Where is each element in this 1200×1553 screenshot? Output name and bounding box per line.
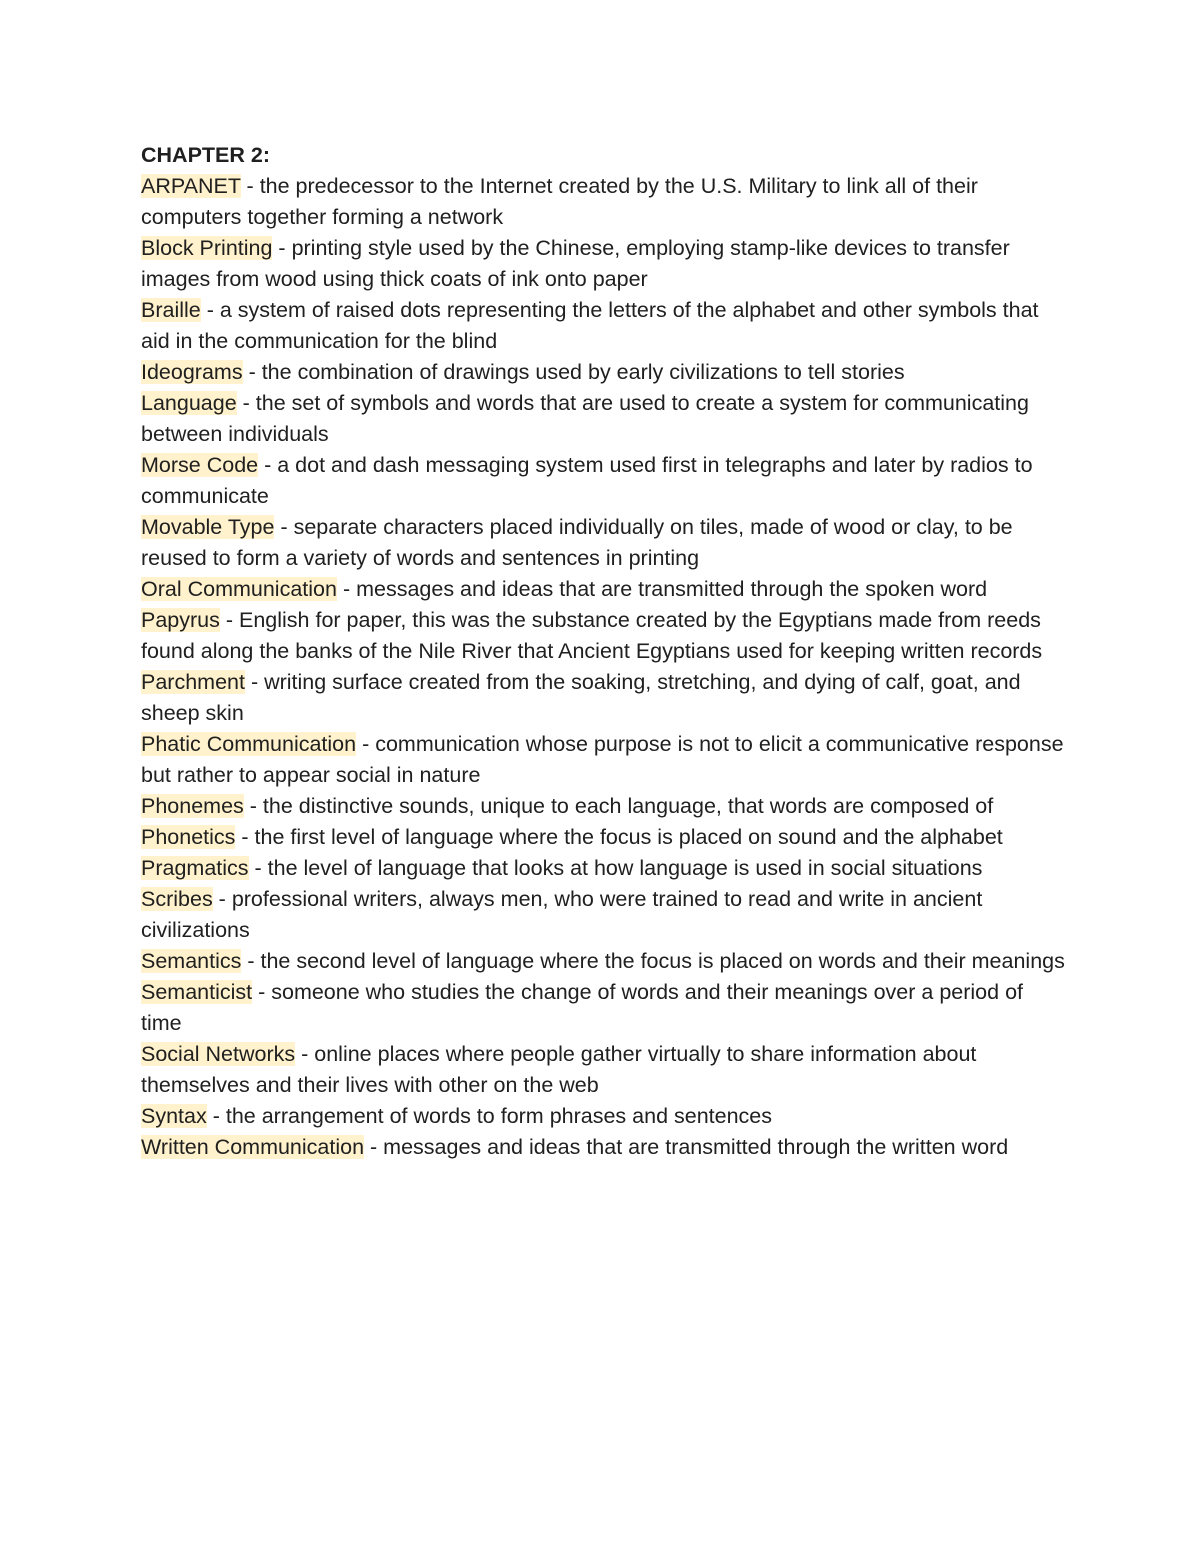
glossary-definition: a system of raised dots representing the letters of the alphabet and other symbols that aid in the communication for the blind	[141, 298, 1039, 353]
glossary-definition: English for paper, this was the substance created by the Egyptians made from reeds found along the banks of the Nile River that Ancient Egyptians used for keeping written records	[141, 608, 1043, 663]
glossary-term: Oral Communication	[141, 577, 337, 601]
term-separator: -	[336, 577, 357, 601]
glossary-definition: the distinctive sounds, unique to each language, that words are composed of	[262, 794, 994, 818]
glossary-term: Papyrus	[141, 608, 220, 632]
glossary-definition: the arrangement of words to form phrases and sentences	[225, 1104, 773, 1128]
glossary-term: Movable Type	[141, 515, 275, 539]
glossary-definition: printing style used by the Chinese, employing stamp-like devices to transfer images from wood using thick coats of ink onto paper	[141, 236, 1010, 291]
term-separator: -	[219, 608, 239, 632]
glossary-definition: the second level of language where the focus is placed on words and their meanings	[260, 949, 1065, 973]
term-separator: -	[244, 670, 265, 694]
glossary-term: Braille	[141, 298, 201, 322]
glossary-entry	[141, 388, 1066, 450]
glossary-term: Syntax	[141, 1104, 207, 1128]
term-separator: -	[242, 360, 262, 384]
glossary-definition: the first level of language where the focus is placed on sound and the alphabet	[254, 825, 1003, 849]
term-separator: -	[248, 856, 268, 880]
glossary-term: Semanticist	[141, 980, 253, 1004]
glossary-term: Parchment	[141, 670, 245, 694]
glossary-definition: messages and ideas that are transmitted through the spoken word	[356, 577, 988, 601]
glossary-entry	[141, 822, 1066, 853]
glossary-entry	[141, 295, 1066, 357]
glossary-term: Written Communication	[141, 1135, 365, 1159]
term-separator: -	[241, 949, 261, 973]
glossary-term: Morse Code	[141, 453, 259, 477]
term-separator: -	[258, 453, 278, 477]
glossary-definition: someone who studies the change of words and their meanings over a period of time	[141, 980, 1023, 1035]
glossary-definition: communication whose purpose is not to elicit a communicative response but rather to appear social in nature	[141, 732, 1064, 787]
glossary-entry	[141, 791, 1066, 822]
glossary-definition: the level of language that looks at how language is used in social situations	[267, 856, 983, 880]
glossary-entry	[141, 1101, 1066, 1132]
term-separator: -	[212, 887, 232, 911]
glossary-entry	[141, 853, 1066, 884]
glossary-entry	[141, 605, 1066, 667]
glossary-entry	[141, 977, 1066, 1039]
term-separator: -	[235, 825, 255, 849]
glossary-definition: the set of symbols and words that are used to create a system for communicating between individuals	[141, 391, 1029, 446]
glossary-entry	[141, 574, 1066, 605]
glossary-definition: online places where people gather virtually to share information about themselves and their lives with other on the web	[141, 1042, 977, 1097]
term-separator: -	[236, 391, 256, 415]
glossary-entry	[141, 667, 1066, 729]
glossary-entry	[141, 1039, 1066, 1101]
glossary-term: Pragmatics	[141, 856, 249, 880]
glossary-term: Ideograms	[141, 360, 243, 384]
term-separator: -	[243, 794, 263, 818]
glossary-term: Phonemes	[141, 794, 244, 818]
glossary-entry	[141, 450, 1066, 512]
term-separator: -	[200, 298, 220, 322]
glossary-entry	[141, 1132, 1066, 1163]
glossary-list	[141, 171, 1066, 1163]
glossary-entry	[141, 171, 1066, 233]
glossary-term: Language	[141, 391, 237, 415]
glossary-term: Block Printing	[141, 236, 273, 260]
term-separator: -	[274, 515, 294, 539]
glossary-definition: writing surface created from the soaking, stretching, and dying of calf, goat, and sheep skin	[141, 670, 1021, 725]
term-separator: -	[364, 1135, 384, 1159]
glossary-entry	[141, 884, 1066, 946]
glossary-term: ARPANET	[141, 174, 241, 198]
document-page	[141, 140, 1066, 1163]
term-separator: -	[252, 980, 272, 1004]
term-separator: -	[240, 174, 260, 198]
chapter-title: CHAPTER 2:	[141, 143, 271, 167]
term-separator: -	[295, 1042, 315, 1066]
glossary-entry	[141, 512, 1066, 574]
glossary-entry	[141, 946, 1066, 977]
glossary-entry	[141, 233, 1066, 295]
glossary-term: Scribes	[141, 887, 213, 911]
glossary-definition: separate characters placed individually on tiles, made of wood or clay, to be reused to form a variety of words and sentences in printing	[141, 515, 1013, 570]
glossary-term: Semantics	[141, 949, 242, 973]
glossary-term: Phonetics	[141, 825, 236, 849]
glossary-definition: a dot and dash messaging system used first in telegraphs and later by radios to communicate	[141, 453, 1033, 508]
term-separator: -	[272, 236, 292, 260]
glossary-definition: the combination of drawings used by early civilizations to tell stories	[261, 360, 905, 384]
glossary-entry	[141, 729, 1066, 791]
glossary-term: Phatic Communication	[141, 732, 357, 756]
term-separator: -	[206, 1104, 226, 1128]
glossary-definition: messages and ideas that are transmitted through the written word	[383, 1135, 1009, 1159]
term-separator: -	[356, 732, 376, 756]
glossary-definition: professional writers, always men, who were trained to read and write in ancient civilizations	[141, 887, 983, 942]
glossary-term: Social Networks	[141, 1042, 296, 1066]
glossary-definition: the predecessor to the Internet created by the U.S. Military to link all of their computers together forming a network	[141, 174, 978, 229]
glossary-entry	[141, 357, 1066, 388]
